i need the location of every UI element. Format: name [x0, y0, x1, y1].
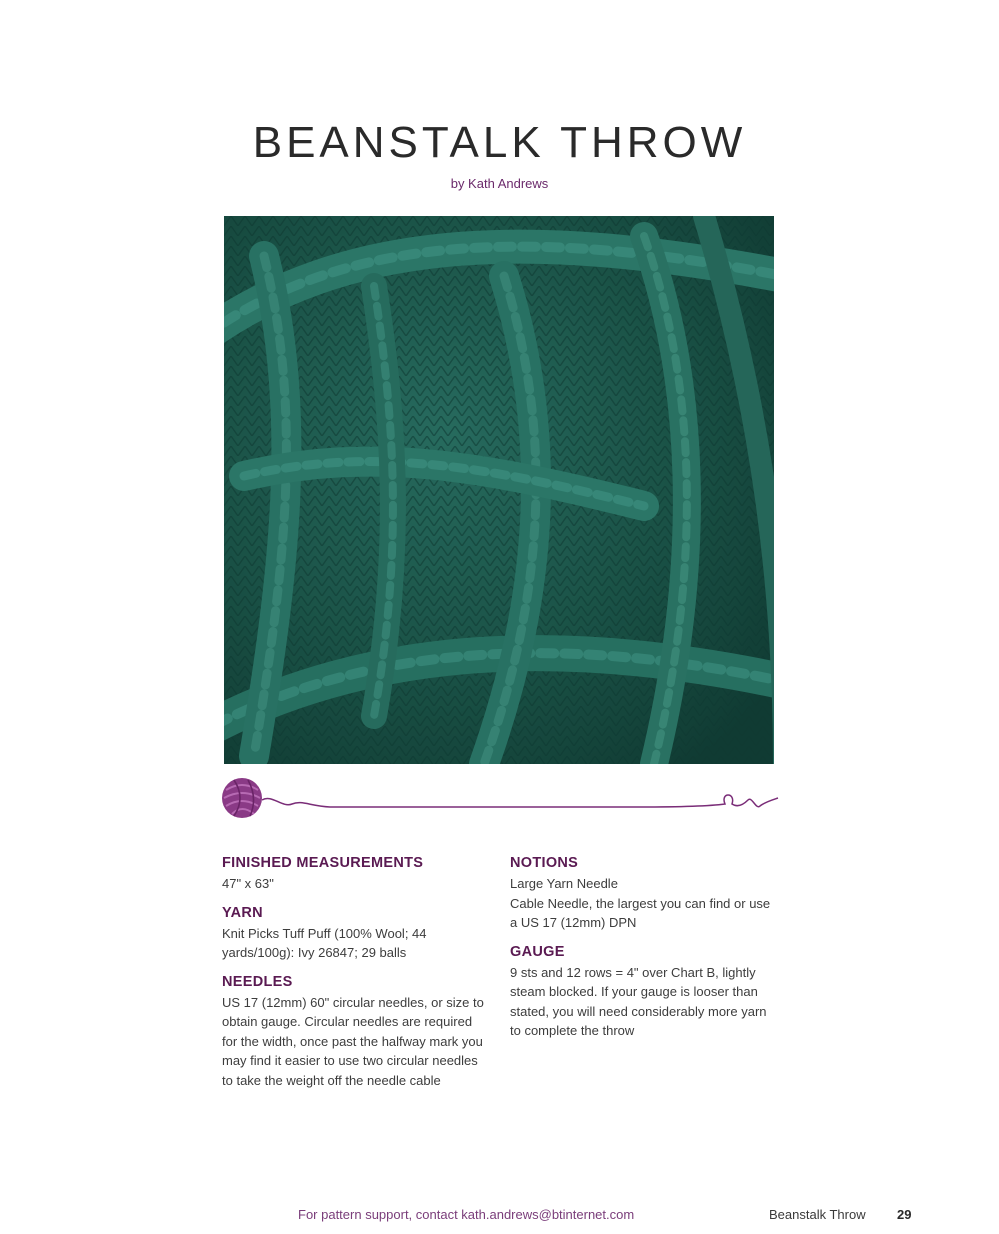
notions-section [510, 853, 780, 933]
yarn-heading: YARN [222, 904, 263, 921]
cable-knit-photo [224, 216, 774, 764]
author-byline: by Kath Andrews [450, 176, 549, 191]
pattern-support-link[interactable]: For pattern support, contact kath.andrews@btinternet.com [298, 1207, 635, 1222]
gauge-section [510, 942, 780, 1041]
finished-measurements-text: 47" x 63" [222, 876, 274, 891]
gauge-text: 9 sts and 12 rows = 4" over Chart B, lightly steam blocked. If your gauge is looser than stated, you will need considerably more yarn to complete the throw [510, 964, 767, 1038]
notions-item: Cable Needle, the largest you can find or use a US 17 (12mm) DPN [510, 895, 771, 930]
yarn-section [222, 903, 484, 963]
left-column [222, 853, 484, 1099]
right-column [510, 853, 780, 1050]
running-title: Beanstalk Throw [769, 1207, 866, 1222]
needles-section [222, 972, 484, 1091]
page-title: BEANSTALK THROW [252, 118, 747, 167]
finished-measurements-section [222, 853, 484, 894]
page-number: 29 [897, 1207, 912, 1222]
yarn-text: Knit Picks Tuff Puff (100% Wool; 44 yards/100g): Ivy 26847; 29 balls [222, 925, 427, 960]
gauge-heading: GAUGE [510, 943, 565, 960]
yarn-divider [220, 774, 785, 824]
notions-item: Large Yarn Needle [510, 876, 618, 891]
needles-text: US 17 (12mm) 60" circular needles, or size to obtain gauge. Circular needles are required for the width, once past the halfway mark you may find it easier to use two circular needles to take the weight off the needle cable [222, 994, 484, 1088]
yarn-ball-icon [222, 778, 262, 818]
finished-measurements-heading: FINISHED MEASUREMENTS [222, 855, 424, 871]
needles-heading: NEEDLES [222, 973, 293, 990]
notions-heading: NOTIONS [510, 855, 579, 871]
